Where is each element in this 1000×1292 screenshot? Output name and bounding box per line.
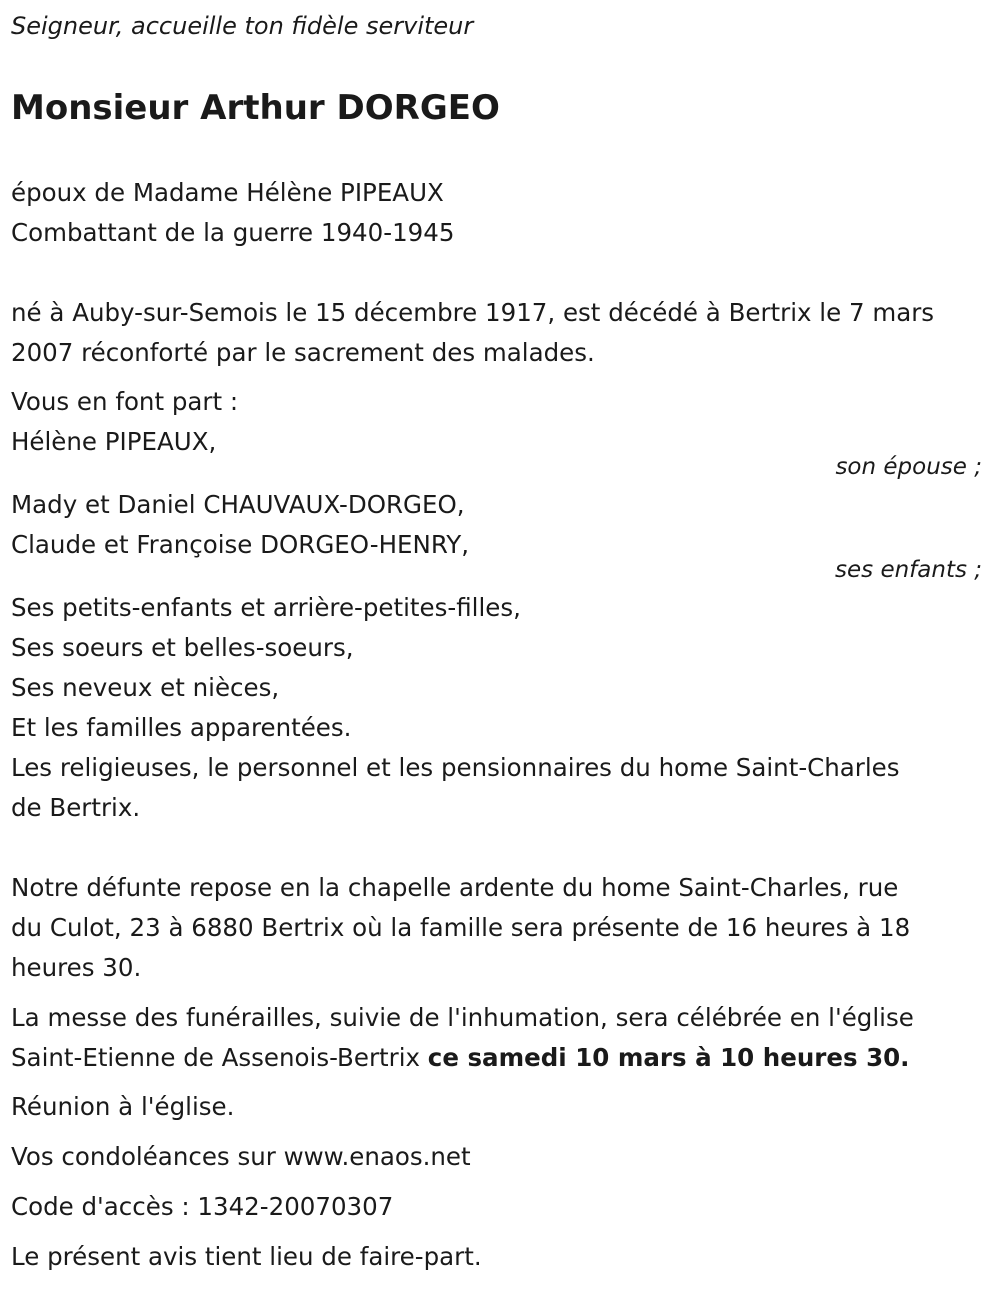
birth-death-line-2: 2007 réconforté par le sacrement des malades.	[11, 338, 595, 367]
family-line-3: Ses neveux et nièces,	[11, 673, 280, 702]
mass-line-2	[11, 1038, 909, 1078]
child-line-1: Mady et Daniel CHAUVAUX-DORGEO,	[11, 490, 465, 519]
mass-location: Saint-Etienne de Assenois-Bertrix	[11, 1043, 428, 1072]
family-line-1: Ses petits-enfants et arrière-petites-filles,	[11, 593, 521, 622]
family-line-2: Ses soeurs et belles-soeurs,	[11, 633, 354, 662]
reunion-line: Réunion à l'église.	[11, 1092, 235, 1121]
deceased-name: Monsieur Arthur DORGEO	[11, 88, 500, 128]
closing-line: Le présent avis tient lieu de faire-part.	[11, 1242, 482, 1271]
mass-date: ce samedi 10 mars à 10 heures 30.	[427, 1043, 910, 1072]
spouse-role: son épouse ;	[835, 454, 982, 480]
veteran-line: Combattant de la guerre 1940-1945	[11, 218, 455, 247]
spouse-name: Hélène PIPEAUX,	[11, 427, 217, 456]
repose-line-2: du Culot, 23 à 6880 Bertrix où la famille sera présente de 16 heures à 18	[11, 913, 911, 942]
family-line-6: de Bertrix.	[11, 793, 141, 822]
family-line-4: Et les familles apparentées.	[11, 713, 352, 742]
intro-prayer: Seigneur, accueille ton fidèle serviteur	[11, 12, 474, 40]
repose-line-1: Notre défunte repose en la chapelle ardente du home Saint-Charles, rue	[11, 873, 899, 902]
birth-death-line-1: né à Auby-sur-Semois le 15 décembre 1917, est décédé à Bertrix le 7 mars	[11, 298, 935, 327]
family-line-5: Les religieuses, le personnel et les pensionnaires du home Saint-Charles	[11, 753, 900, 782]
access-code-line: Code d'accès : 1342-20070307	[11, 1192, 394, 1221]
condolences-line: Vos condoléances sur www.enaos.net	[11, 1142, 471, 1171]
announce-line: Vous en font part :	[11, 387, 239, 416]
child-line-2: Claude et Françoise DORGEO-HENRY,	[11, 530, 470, 559]
children-role: ses enfants ;	[835, 557, 982, 583]
mass-line-1: La messe des funérailles, suivie de l'inhumation, sera célébrée en l'église	[11, 1003, 914, 1032]
spouse-line: époux de Madame Hélène PIPEAUX	[11, 178, 444, 207]
repose-line-3: heures 30.	[11, 953, 142, 982]
